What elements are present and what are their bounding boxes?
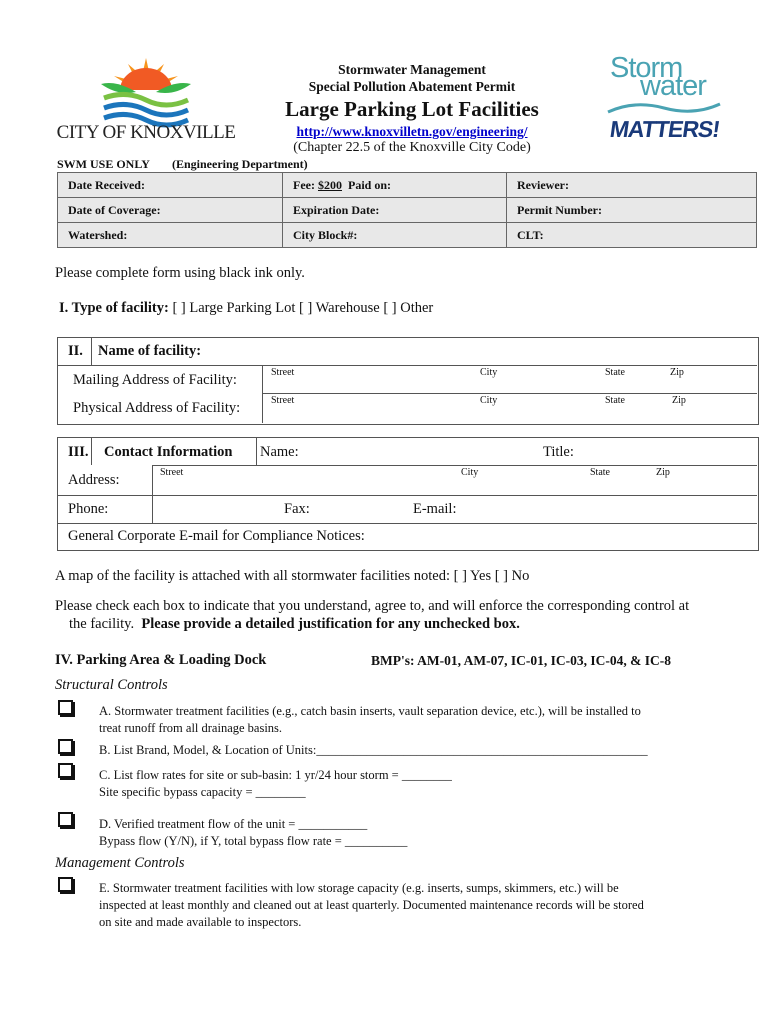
page-title: Large Parking Lot Facilities <box>285 97 539 121</box>
section3-number: III. <box>68 444 89 460</box>
table-row <box>58 223 757 248</box>
watershed-cell: Watershed: <box>58 223 283 248</box>
section3-row1-line <box>152 465 757 466</box>
check-instructions-line1: Please check each box to indicate that you understand, agree to, and will enforce the corresponding control at <box>55 598 690 614</box>
item-d-line2: Bypass flow (Y/N), if Y, total bypass flow rate = __________ <box>99 834 408 848</box>
section2-number: II. <box>68 343 83 359</box>
section2-number-divider <box>91 338 92 365</box>
table-row <box>58 173 757 198</box>
clt-cell: CLT: <box>507 223 757 248</box>
item-b-line1: B. List Brand, Model, & Location of Units:_____________________________________________________ <box>99 743 648 757</box>
header-line2: Special Pollution Abatement Permit <box>308 79 516 94</box>
item-c-line2: Site specific bypass capacity = ________ <box>99 785 306 799</box>
section3-title-divider <box>256 438 257 465</box>
contact-state-field[interactable]: State <box>590 467 610 478</box>
mailing-city-field[interactable]: City <box>480 367 498 378</box>
engineering-dept-label: (Engineering Department) <box>172 157 308 171</box>
contact-street-field[interactable]: Street <box>160 467 184 478</box>
section3-address-divider <box>152 465 153 523</box>
physical-address-label: Physical Address of Facility: <box>73 400 241 416</box>
header-line1: Stormwater Management <box>338 62 486 77</box>
corporate-email-field[interactable]: General Corporate E-mail for Compliance Notices: <box>68 528 365 544</box>
item-e-line2: inspected at least monthly and cleaned out at least quarterly. Documented maintenance records will be stored <box>99 898 644 912</box>
checkbox-c[interactable] <box>58 763 73 778</box>
checkbox-e[interactable] <box>58 877 73 892</box>
management-controls-heading: Management Controls <box>55 855 185 871</box>
section3-number-divider <box>91 438 92 465</box>
physical-zip-field[interactable]: Zip <box>672 395 686 406</box>
reviewer-cell: Reviewer: <box>507 173 757 198</box>
section3-row2-line <box>58 495 757 496</box>
city-logo-text: CITY OF KNOXVILLE <box>56 122 236 143</box>
section3-title: Contact Information <box>104 444 233 460</box>
expiration-date-cell: Expiration Date: <box>283 198 507 223</box>
item-c-line1: C. List flow rates for site or sub-basin: 1 yr/24 hour storm = ________ <box>99 768 452 782</box>
facility-type-options[interactable]: [ ] Large Parking Lot [ ] Warehouse [ ] Other <box>172 300 434 316</box>
section3-box <box>57 437 759 551</box>
map-attached-line[interactable]: A map of the facility is attached with all stormwater facilities noted: [ ] Yes [ ] No <box>55 568 530 584</box>
section1-label: I. Type of facility: <box>59 300 169 316</box>
check-instructions-bold: Please provide a detailed justification for any unchecked box. <box>141 616 520 632</box>
section2-mid-line <box>262 393 757 394</box>
engineering-url-link[interactable]: http://www.knoxvilletn.gov/engineering/ <box>296 124 528 139</box>
date-of-coverage-cell: Date of Coverage: <box>58 198 283 223</box>
contact-city-field[interactable]: City <box>461 467 479 478</box>
office-use-table <box>57 172 757 248</box>
city-block-cell: City Block#: <box>283 223 507 248</box>
contact-phone-field[interactable]: Phone: <box>68 501 109 517</box>
section2-title: Name of facility: <box>98 343 202 359</box>
instructions-text: Please complete form using black ink only. <box>55 265 305 281</box>
storm-logo-word1: Storm <box>610 52 683 84</box>
stormwater-matters-logo <box>604 52 724 147</box>
mailing-zip-field[interactable]: Zip <box>670 367 684 378</box>
item-a-line1: A. Stormwater treatment facilities (e.g., catch basin inserts, vault separation device, etc.), will be installed to <box>99 704 641 718</box>
contact-name-field[interactable]: Name: <box>260 444 299 460</box>
item-e-line3: on site and made available to inspectors. <box>99 915 302 929</box>
section4-bmps: BMP's: AM-01, AM-07, IC-01, IC-03, IC-04, & IC-8 <box>371 653 671 668</box>
contact-email-field[interactable]: E-mail: <box>413 501 457 517</box>
section2-top-line <box>262 365 757 366</box>
contact-title-field[interactable]: Title: <box>543 444 574 460</box>
check-instructions-line2 <box>69 616 520 633</box>
checkbox-b[interactable] <box>58 739 73 754</box>
section1-line <box>59 300 433 317</box>
mailing-street-field[interactable]: Street <box>271 367 295 378</box>
swm-use-only-label: SWM USE ONLY <box>57 157 150 171</box>
physical-state-field[interactable]: State <box>605 395 625 406</box>
checkbox-d[interactable] <box>58 812 73 827</box>
section3-row3-line <box>58 523 757 524</box>
structural-controls-heading: Structural Controls <box>55 677 168 693</box>
item-e-line1: E. Stormwater treatment facilities with low storage capacity (e.g. inserts, sumps, skimmers, etc.) will be <box>99 881 619 895</box>
checkbox-a[interactable] <box>58 700 73 715</box>
chapter-reference: (Chapter 22.5 of the Knoxville City Code) <box>293 140 531 155</box>
physical-city-field[interactable]: City <box>480 395 498 406</box>
fee-cell: Fee: $200 Paid on: <box>283 173 507 198</box>
physical-street-field[interactable]: Street <box>271 395 295 406</box>
section2-box <box>57 337 759 425</box>
permit-number-cell: Permit Number: <box>507 198 757 223</box>
section2-header-divider <box>58 365 262 366</box>
item-a-line2: treat runoff from all drainage basins. <box>99 721 283 735</box>
mailing-state-field[interactable]: State <box>605 367 625 378</box>
contact-zip-field[interactable]: Zip <box>656 467 670 478</box>
date-received-cell: Date Received: <box>58 173 283 198</box>
section4-title: IV. Parking Area & Loading Dock <box>55 652 267 668</box>
storm-logo-word3: MATTERS! <box>608 116 722 142</box>
table-row <box>58 198 757 223</box>
section2-vertical-divider <box>262 365 263 423</box>
contact-address-label: Address: <box>68 472 120 488</box>
mailing-address-label: Mailing Address of Facility: <box>73 372 237 388</box>
storm-logo-word2: water <box>640 70 706 102</box>
contact-fax-field[interactable]: Fax: <box>284 501 310 517</box>
item-d-line1: D. Verified treatment flow of the unit = ___________ <box>99 817 368 831</box>
check-instructions-text: the facility. <box>69 616 135 632</box>
